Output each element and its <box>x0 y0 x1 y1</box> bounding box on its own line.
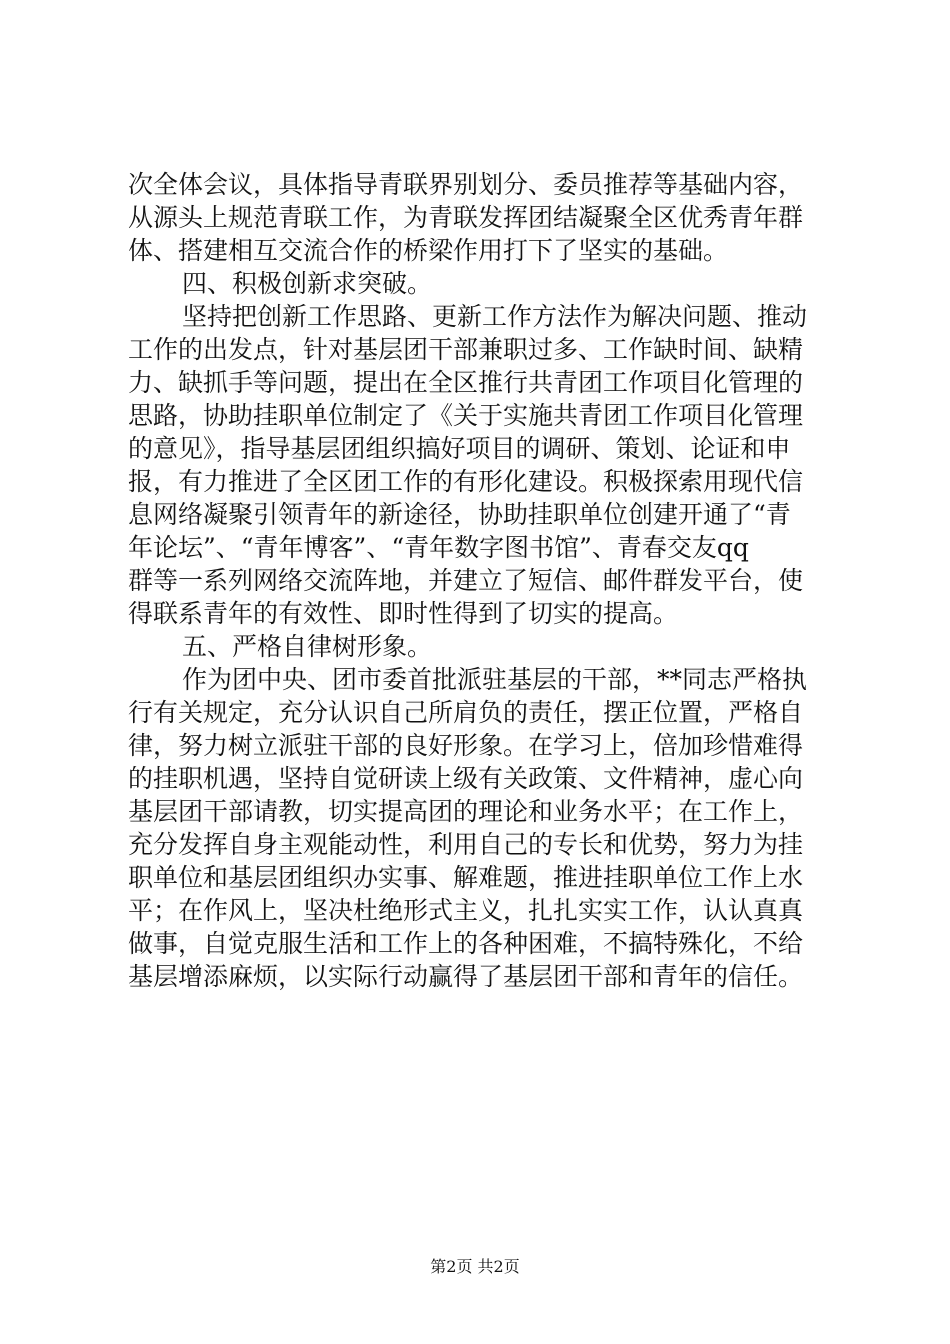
text-line: 律，努力树立派驻干部的良好形象。在学习上，倍加珍惜难得 <box>128 731 804 760</box>
text-line: 的意见》，指导基层团组织搞好项目的调研、策划、论证和申 <box>128 434 791 463</box>
text-line: 报，有力推进了全区团工作的有形化建设。积极探索用现代信 <box>128 467 804 496</box>
text-line: 思路，协助挂职单位制定了《关于实施共青团工作项目化管理 <box>128 401 804 430</box>
text-line: 体、搭建相互交流合作的桥梁作用打下了坚实的基础。 <box>128 236 729 265</box>
text-line: 年论坛”、“青年博客”、“青年数字图书馆”、青春交友qq <box>128 533 749 562</box>
text-line: 充分发挥自身主观能动性，利用自己的专长和优势，努力为挂 <box>128 830 804 859</box>
page-footer: 第2页 共2页 <box>430 1257 520 1276</box>
text-line: 做事，自觉克服生活和工作上的各种困难，不搞特殊化，不给 <box>128 929 804 958</box>
text-line: 得联系青年的有效性、即时性得到了切实的提高。 <box>128 599 679 628</box>
text-line: 息网络凝聚引领青年的新途径，协助挂职单位创建开通了“青 <box>128 500 791 529</box>
text-line: 力、缺抓手等问题，提出在全区推行共青团工作项目化管理的 <box>128 368 804 397</box>
text-line: 基层增添麻烦，以实际行动赢得了基层团干部和青年的信任。 <box>128 962 804 991</box>
text-line: 职单位和基层团组织办实事、解难题，推进挂职单位工作上水 <box>128 863 804 892</box>
text-line: 工作的出发点，针对基层团干部兼职过多、工作缺时间、缺精 <box>128 335 804 364</box>
document-body <box>128 168 838 993</box>
text-line: 行有关规定，充分认识自己所肩负的责任，摆正位置，严格自 <box>128 698 804 727</box>
text-line: 坚持把创新工作思路、更新工作方法作为解决问题、推动 <box>182 302 808 331</box>
text-line: 群等一系列网络交流阵地，并建立了短信、邮件群发平台，使 <box>128 566 804 595</box>
text-line: 平；在作风上，坚决杜绝形式主义，扎扎实实工作，认认真真 <box>128 896 804 925</box>
text-line: 从源头上规范青联工作，为青联发挥团结凝聚全区优秀青年群 <box>128 203 804 232</box>
text-line: 作为团中央、团市委首批派驻基层的干部，**同志严格执 <box>182 665 808 694</box>
text-line: 四、积极创新求突破。 <box>182 269 433 298</box>
text-line: 五、严格自律树形象。 <box>182 632 433 661</box>
text-line: 的挂职机遇，坚持自觉研读上级有关政策、文件精神，虚心向 <box>128 764 804 793</box>
text-line: 次全体会议，具体指导青联界别划分、委员推荐等基础内容， <box>128 170 804 199</box>
text-line: 基层团干部请教，切实提高团的理论和业务水平；在工作上， <box>128 797 804 826</box>
